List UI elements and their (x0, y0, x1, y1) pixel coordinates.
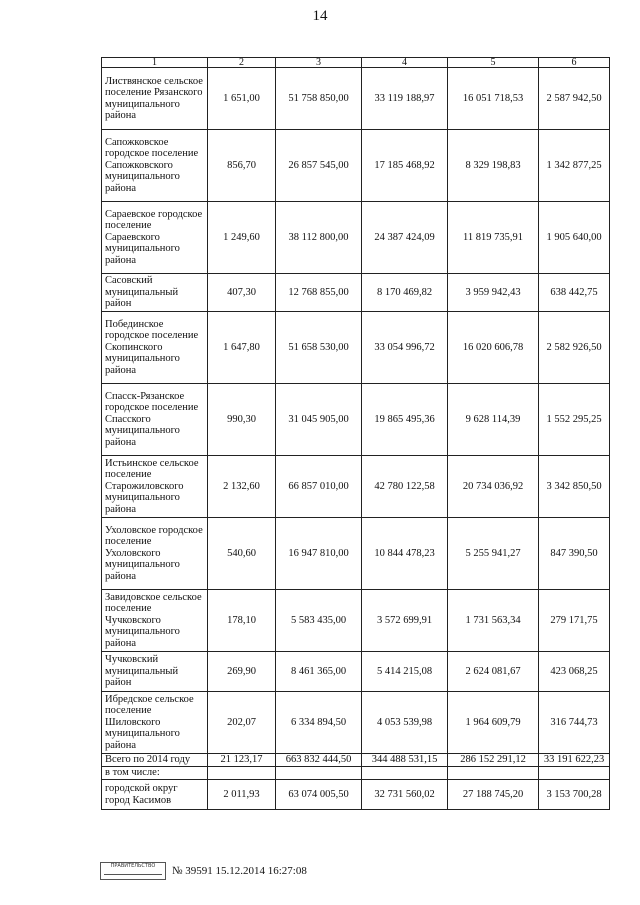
cell-c5: 8 329 198,83 (448, 130, 539, 202)
cell-c5: 9 628 114,39 (448, 384, 539, 456)
cell-c4: 33 119 188,97 (362, 68, 448, 130)
cell-c5: 11 819 735,91 (448, 202, 539, 274)
cell-c3: 51 658 530,00 (276, 312, 362, 384)
cell-c4: 10 844 478,23 (362, 518, 448, 590)
document-footer (100, 862, 307, 880)
cell-c3: 51 758 850,00 (276, 68, 362, 130)
cell-c6: 638 442,75 (539, 274, 610, 312)
cell-c3: 16 947 810,00 (276, 518, 362, 590)
cell-c2: 269,90 (208, 652, 276, 692)
cell-c4: 8 170 469,82 (362, 274, 448, 312)
cell-c5: 1 731 563,34 (448, 590, 539, 652)
cell-c3: 8 461 365,00 (276, 652, 362, 692)
cell-c2: 178,10 (208, 590, 276, 652)
row-name: в том числе: (102, 767, 208, 780)
cell-c6: 1 342 877,25 (539, 130, 610, 202)
cell-c4: 33 054 996,72 (362, 312, 448, 384)
cell-c5: 1 964 609,79 (448, 692, 539, 754)
cell-c4: 5 414 215,08 (362, 652, 448, 692)
table-row (102, 312, 610, 384)
row-name: Ибредское сельское поселение Шиловского муниципального района (102, 692, 208, 754)
column-header: 1 (102, 58, 208, 68)
table-row (102, 652, 610, 692)
table-header-row (102, 58, 610, 68)
row-name: Побединское городское поселение Скопинского муниципального района (102, 312, 208, 384)
cell-c2: 21 123,17 (208, 754, 276, 767)
cell-c3: 6 334 894,50 (276, 692, 362, 754)
empty-cell (276, 767, 362, 780)
row-name: Истьинское сельское поселение Старожиловского муниципального района (102, 456, 208, 518)
cell-c5: 20 734 036,92 (448, 456, 539, 518)
table-row (102, 384, 610, 456)
cell-c2: 407,30 (208, 274, 276, 312)
cell-c2: 990,30 (208, 384, 276, 456)
cell-c4: 4 053 539,98 (362, 692, 448, 754)
cell-c4: 17 185 468,92 (362, 130, 448, 202)
cell-c3: 5 583 435,00 (276, 590, 362, 652)
cell-c5: 27 188 745,20 (448, 780, 539, 810)
empty-cell (362, 767, 448, 780)
column-header: 6 (539, 58, 610, 68)
cell-c3: 12 768 855,00 (276, 274, 362, 312)
cell-c6: 2 582 926,50 (539, 312, 610, 384)
row-name: Ухоловское городское поселение Ухоловского муниципального района (102, 518, 208, 590)
column-header: 5 (448, 58, 539, 68)
cell-c2: 1 651,00 (208, 68, 276, 130)
row-name: Спасск-Рязанское городское поселение Спасского муниципального района (102, 384, 208, 456)
cell-c3: 31 045 905,00 (276, 384, 362, 456)
table-row (102, 590, 610, 652)
table-row (102, 130, 610, 202)
cell-c3: 63 074 005,50 (276, 780, 362, 810)
empty-cell (539, 767, 610, 780)
column-header: 4 (362, 58, 448, 68)
table-row (102, 68, 610, 130)
cell-c5: 2 624 081,67 (448, 652, 539, 692)
row-name: Всего по 2014 году (102, 754, 208, 767)
table-row (102, 274, 610, 312)
cell-c2: 856,70 (208, 130, 276, 202)
data-table (101, 57, 610, 810)
cell-c6: 279 171,75 (539, 590, 610, 652)
table-row (102, 456, 610, 518)
cell-c6: 33 191 622,23 (539, 754, 610, 767)
cell-c6: 3 153 700,28 (539, 780, 610, 810)
row-name: Сасовский муниципальный район (102, 274, 208, 312)
table-row (102, 780, 610, 810)
cell-c4: 19 865 495,36 (362, 384, 448, 456)
cell-c4: 42 780 122,58 (362, 456, 448, 518)
empty-cell (448, 767, 539, 780)
row-name: Сапожковское городское поселение Сапожковского муниципального района (102, 130, 208, 202)
page-number: 14 (312, 8, 328, 24)
cell-c6: 847 390,50 (539, 518, 610, 590)
cell-c2: 2 011,93 (208, 780, 276, 810)
cell-c2: 1 249,60 (208, 202, 276, 274)
cell-c2: 202,07 (208, 692, 276, 754)
table-row (102, 202, 610, 274)
cell-c3: 66 857 010,00 (276, 456, 362, 518)
row-name: городской округ город Касимов (102, 780, 208, 810)
cell-c6: 3 342 850,50 (539, 456, 610, 518)
cell-c4: 32 731 560,02 (362, 780, 448, 810)
cell-c6: 1 552 295,25 (539, 384, 610, 456)
row-name: Чучковский муниципальный район (102, 652, 208, 692)
table-row (102, 692, 610, 754)
row-name: Листвянское сельское поселение Рязанского муниципального района (102, 68, 208, 130)
cell-c4: 24 387 424,09 (362, 202, 448, 274)
table-body (102, 58, 610, 810)
cell-c3: 26 857 545,00 (276, 130, 362, 202)
cell-c5: 3 959 942,43 (448, 274, 539, 312)
cell-c2: 540,60 (208, 518, 276, 590)
registration-stamp (100, 862, 166, 880)
column-header: 3 (276, 58, 362, 68)
cell-c2: 1 647,80 (208, 312, 276, 384)
document-registration-info: № 39591 15.12.2014 16:27:08 (172, 865, 307, 877)
cell-c5: 5 255 941,27 (448, 518, 539, 590)
cell-c5: 16 051 718,53 (448, 68, 539, 130)
cell-c5: 286 152 291,12 (448, 754, 539, 767)
cell-c6: 316 744,73 (539, 692, 610, 754)
cell-c6: 2 587 942,50 (539, 68, 610, 130)
table-row (102, 518, 610, 590)
cell-c6: 423 068,25 (539, 652, 610, 692)
cell-c4: 3 572 699,91 (362, 590, 448, 652)
table-row (102, 754, 610, 767)
cell-c4: 344 488 531,15 (362, 754, 448, 767)
cell-c3: 38 112 800,00 (276, 202, 362, 274)
table-row (102, 767, 610, 780)
column-header: 2 (208, 58, 276, 68)
cell-c3: 663 832 444,50 (276, 754, 362, 767)
cell-c6: 1 905 640,00 (539, 202, 610, 274)
cell-c2: 2 132,60 (208, 456, 276, 518)
row-name: Завидовское сельское поселение Чучковского муниципального района (102, 590, 208, 652)
cell-c5: 16 020 606,78 (448, 312, 539, 384)
stamp-label: ПРАВИТЕЛЬСТВО (110, 863, 156, 869)
empty-cell (208, 767, 276, 780)
row-name: Сараевское городское поселение Сараевского муниципального района (102, 202, 208, 274)
